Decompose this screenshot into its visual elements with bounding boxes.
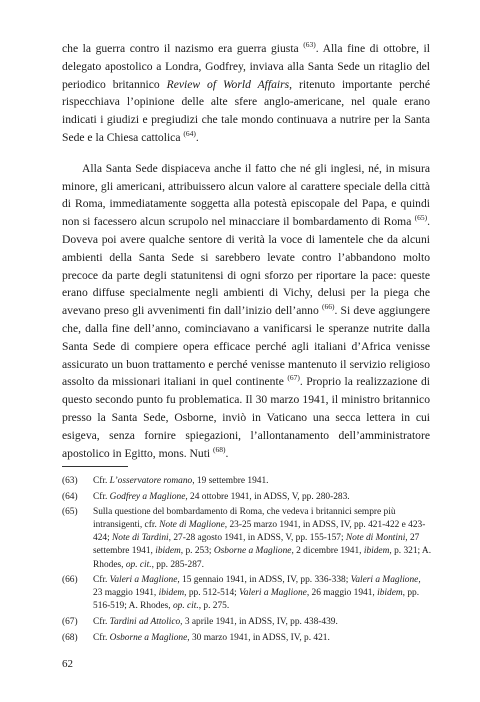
text-run: , 23-25 marzo 1941, in ADSS, IV, pp. 421-422 e 423-424; bbox=[93, 520, 426, 544]
text-run: , 30 marzo 1941, in ADSS, IV, p. 421. bbox=[187, 632, 330, 643]
text-run: , 15 gennaio 1941, in ADSS, IV, pp. 336-338; bbox=[177, 575, 351, 586]
footnote bbox=[62, 475, 432, 488]
footnote bbox=[62, 616, 432, 629]
text-run: , p. 253; bbox=[180, 546, 214, 557]
footnote bbox=[62, 632, 432, 645]
footnote-text bbox=[93, 574, 432, 613]
text-run: , 27-28 agosto 1941, in ADSS, V, pp. 155-157; bbox=[168, 533, 346, 544]
text-run: , p. 321; A. Rhodes, bbox=[93, 546, 432, 570]
italic-text: L’osservatore romano bbox=[109, 476, 193, 486]
text-run: che la guerra contro il nazismo era guerra giusta bbox=[62, 42, 304, 55]
italic-text: Tardini ad Attolico bbox=[109, 616, 181, 627]
footnote-reference: (66) bbox=[321, 302, 335, 312]
italic-text: op. cit. bbox=[125, 559, 152, 570]
footnote-text bbox=[93, 506, 432, 571]
footnote-reference: (68) bbox=[213, 444, 226, 454]
footnote-reference: (64) bbox=[183, 129, 196, 139]
footnote-number: (67) bbox=[62, 616, 78, 627]
footnote bbox=[62, 574, 432, 613]
text-run: , 19 settembre 1941. bbox=[192, 476, 269, 486]
text-run: , 3 aprile 1941, in ADSS, IV, pp. 438-439. bbox=[180, 616, 338, 627]
footnote-reference: (67) bbox=[287, 373, 300, 383]
text-run: Cfr. bbox=[93, 616, 110, 627]
footnote-separator bbox=[62, 466, 128, 467]
text-run: Alla Santa Sede dispiaceva anche il fatto che né gli inglesi, né, in misura minore, gli americani, attribuissero alcun valore al carattere speciale della città di Roma, immediatamente soggetta alla potestà episcopale del Papa, e quindi non si facessero alcun scrupolo nel minacciare il bombardamento di Roma bbox=[62, 161, 430, 229]
italic-text: Note di Maglione bbox=[159, 520, 225, 531]
italic-text: Valeri a Maglione bbox=[109, 575, 178, 586]
footnote-text bbox=[93, 491, 432, 504]
italic-text: Review of World Affairs bbox=[166, 77, 290, 91]
text-run: , 23 maggio 1941, bbox=[93, 575, 421, 599]
italic-text: ibidem bbox=[158, 588, 185, 599]
text-run: , 27 settembre 1941, bbox=[93, 533, 420, 557]
italic-text: Valeri a Maglione bbox=[350, 575, 419, 586]
italic-text: Valeri a Maglione bbox=[239, 588, 307, 599]
footnote-reference: (63) bbox=[303, 40, 316, 50]
text-run: . bbox=[195, 130, 199, 144]
text-run: Cfr. bbox=[93, 476, 110, 486]
footnote-number: (63) bbox=[62, 476, 78, 486]
text-run: , pp. 516-519; A. Rhodes, bbox=[93, 588, 420, 612]
italic-text: Note di Montini bbox=[345, 533, 406, 544]
footnote-number: (64) bbox=[62, 491, 78, 502]
paragraph bbox=[62, 160, 430, 463]
text-run: Cfr. bbox=[93, 491, 110, 502]
footnote bbox=[62, 491, 432, 504]
footnote-number: (66) bbox=[62, 575, 78, 586]
text-run: . Doveva poi avere qualche sentore di verità la voce di lamentele che da alcuni ambienti della Santa Sede si sarebbero levate contro l’abbandono molto precoce da parte degli statunitensi di ogni sforzo per riportare la pace: queste erano diffuse specialmente negli ambienti di Vichy, delusi per la piega che avevano preso gli avvenimenti fin dall’inizio dell’anno bbox=[62, 215, 430, 318]
footnote bbox=[62, 506, 432, 571]
footnote-text bbox=[93, 616, 432, 629]
italic-text: op. cit. bbox=[172, 601, 199, 612]
text-run: . Si deve aggiungere che, dalla fine dell’anno, cominciavano a vanificarsi le speranze nutrite dalla Santa Sede di compiere opera efficace perché agli italiani d’Africa venisse assicurato un buon trattamento e perché venisse mantenuto il servizio religioso assolto da missionari italiani in quel continente bbox=[62, 304, 430, 389]
italic-text: ibidem bbox=[377, 588, 403, 599]
text-run: Sulla questione del bombardamento di Roma, che vedeva i britannici sempre più intransigenti, cfr. bbox=[93, 507, 396, 531]
footnote-number: (65) bbox=[62, 507, 78, 518]
italic-text: Osborne a Maglione bbox=[213, 546, 292, 557]
italic-text: Osborne a Maglione bbox=[109, 632, 188, 643]
text-run: , ritenuto importante perché rispecchiava l’opinione delle alte sfere anglo-americane, nel quale erano indicati i giudizi e pregiudizi che tale mondo continuava a nutrire per la Santa Sede e la Chiesa cattolica bbox=[62, 77, 430, 144]
text-run: . Proprio la realizzazione di questo secondo punto fu problematica. Il 30 marzo 1941, il ministro britannico presso la Santa Sede, Osborne, inviò in Vaticano una secca lettera in cui esigeva, senza fornire spiegazioni, l’allontanamento dell’amministratore apostolico in Egitto, mons. Nuti bbox=[62, 375, 430, 460]
italic-text: ibidem bbox=[155, 546, 181, 557]
italic-text: Godfrey a Maglione bbox=[109, 491, 186, 502]
paragraph bbox=[62, 40, 430, 147]
text-run: Cfr. bbox=[93, 632, 110, 643]
text-run: , pp. 285-287. bbox=[151, 559, 204, 570]
footnote-reference: (65) bbox=[414, 213, 428, 223]
text-run: , p. 275. bbox=[198, 601, 230, 612]
footnote-text bbox=[93, 475, 432, 488]
footnote-number: (68) bbox=[62, 632, 78, 643]
text-run: , 2 dicembre 1941, bbox=[291, 546, 364, 557]
text-run: , 26 maggio 1941, bbox=[306, 588, 378, 599]
footnotes bbox=[62, 475, 432, 647]
text-run: . bbox=[225, 446, 229, 460]
text-run: , 24 ottobre 1941, in ADSS, V, pp. 280-283. bbox=[185, 491, 350, 502]
text-run: . Alla fine di ottobre, il delegato apostolico a Londra, Godfrey, inviava alla Santa Sede un ritaglio del periodico britannico bbox=[62, 42, 430, 91]
italic-text: Note di Tardini bbox=[112, 533, 169, 544]
page-number: 62 bbox=[62, 658, 73, 670]
text-run: Cfr. bbox=[93, 575, 110, 586]
footnote-text bbox=[93, 632, 432, 645]
italic-text: ibidem bbox=[363, 546, 390, 557]
main-text bbox=[62, 40, 430, 462]
text-run: , pp. 512-514; bbox=[184, 588, 240, 599]
